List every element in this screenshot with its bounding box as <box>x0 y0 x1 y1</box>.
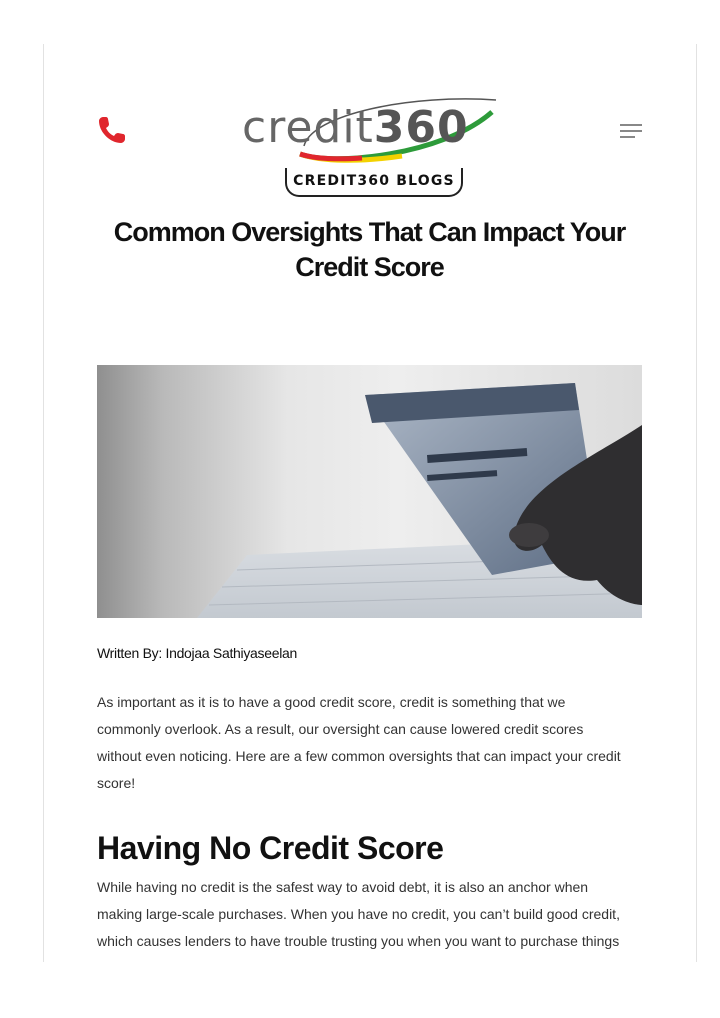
phone-icon[interactable] <box>96 114 128 146</box>
logo-number: 360 <box>373 102 469 153</box>
article-title-line-2: Credit Score <box>295 252 444 282</box>
category-badge[interactable]: CREDIT360 BLOGS <box>285 168 463 197</box>
author-name: Indojaa Sathiyaseelan <box>165 645 297 661</box>
intro-line: without even noticing. Here are a few common oversights that can impact your credit <box>97 748 621 764</box>
article-title-line-1: Common Oversights That Can Impact Your <box>113 217 626 247</box>
intro-line: commonly overlook. As a result, our oversight can cause lowered credit scores <box>97 721 584 737</box>
article-title <box>97 215 642 285</box>
section-line: which causes lenders to have trouble trusting you when you want to purchase things <box>97 933 620 949</box>
intro-paragraph <box>97 689 642 797</box>
credit360-logo[interactable] <box>242 94 498 166</box>
section-line: making large-scale purchases. When you have no credit, you can’t build good credit, <box>97 906 620 922</box>
hero-image <box>97 365 642 618</box>
logo-wordmark <box>242 102 469 154</box>
author-byline <box>97 645 297 661</box>
hamburger-menu-icon[interactable] <box>620 124 642 140</box>
logo-text: credit <box>242 102 374 153</box>
section-paragraph <box>97 874 642 955</box>
credit-card-image-icon <box>97 365 642 618</box>
page-bottom-margin <box>0 962 720 1018</box>
intro-line: score! <box>97 775 136 791</box>
intro-line: As important as it is to have a good credit score, credit is something that we <box>97 694 566 710</box>
author-label: Written By: <box>97 645 162 661</box>
section-heading: Having No Credit Score <box>97 830 444 866</box>
section-line: While having no credit is the safest way to avoid debt, it is also an anchor when <box>97 879 589 895</box>
